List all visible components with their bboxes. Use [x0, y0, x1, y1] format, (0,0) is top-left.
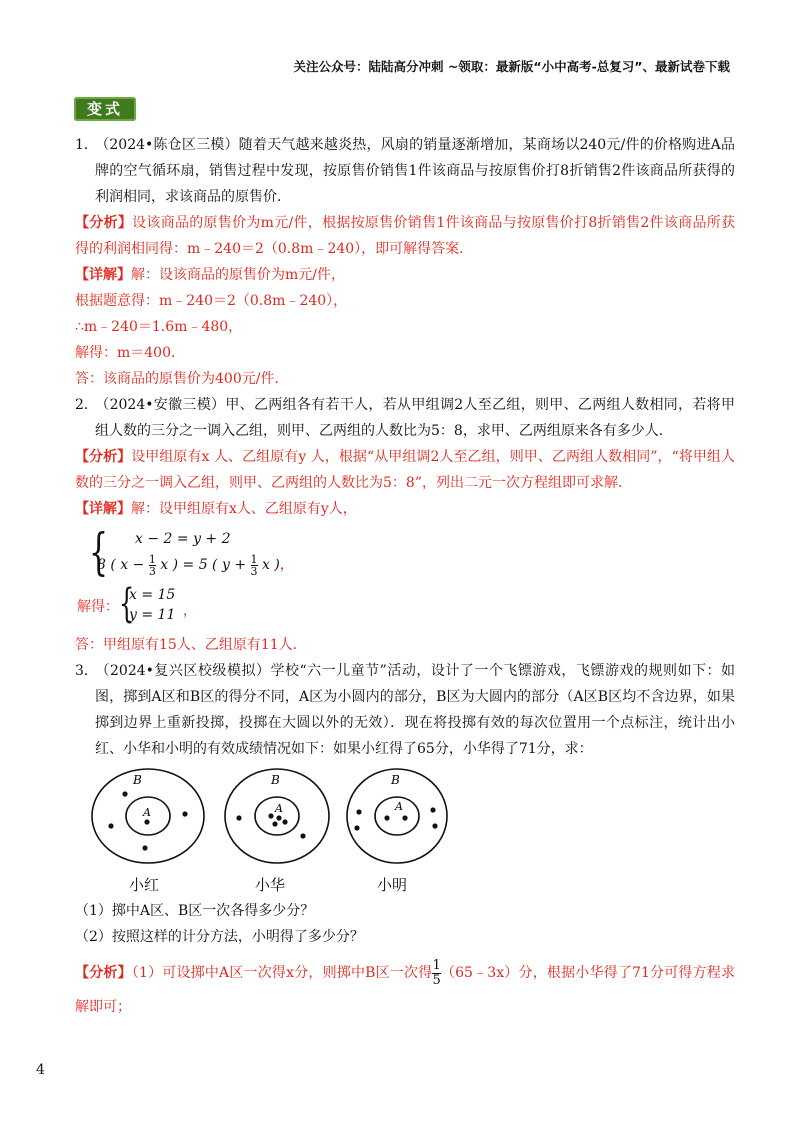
- sub-question-1: （1）掷中A区、B区一次各得多少分？: [75, 903, 315, 919]
- dart-dot: [354, 825, 359, 830]
- dart-dot: [144, 819, 149, 824]
- question-number: 1．: [75, 137, 98, 153]
- fraction: [432, 959, 440, 988]
- detail-1-line-2: ∴m﹣240＝1.6m﹣480，: [75, 319, 243, 335]
- question-2: [75, 392, 735, 444]
- fraction: [149, 554, 156, 577]
- dart-dot: [282, 819, 287, 824]
- zone-a-label: A: [395, 800, 403, 813]
- dart-dot: [402, 815, 407, 820]
- analysis-text: （1）可设掷中A区一次得x分，则掷中B区一次得: [131, 965, 433, 981]
- dart-dot: [236, 815, 241, 820]
- analysis-text: 设甲组原有x 人、乙组原有y 人，根据“从甲组调2人至乙组，则甲、乙两组人数相同”，“将甲组人数的三分之一调入乙组，则甲、乙两组的人数比为5：8”，列出二元一次方程组即可求解．: [75, 449, 735, 491]
- solve-label: 解得：: [77, 599, 119, 615]
- section-badge: 变式: [74, 97, 136, 121]
- answer-2: 答：甲组原有15人、乙组原有11人．: [75, 637, 307, 653]
- fraction-denominator: 3: [148, 564, 156, 578]
- fraction: [251, 554, 258, 577]
- figure-label: 小明: [377, 876, 408, 894]
- brace-symbol: {: [89, 523, 109, 581]
- dartboard-xiaoming: [345, 766, 451, 894]
- dart-dot: [268, 813, 273, 818]
- figure-label: 小红: [129, 876, 160, 894]
- equation-1: x − 2 = y + 2: [135, 531, 231, 547]
- page-content: [75, 132, 735, 1024]
- question-text: （2024•安徽三模）甲、乙两组各有若干人，若从甲组调2人至乙组，则甲、乙两组人数相同，若将甲组人数的三分之一调入乙组，则甲、乙两组的人数比为5：8，求甲、乙两组原来各有多少人．: [95, 397, 735, 439]
- dartboard-xiaohong: [89, 766, 207, 894]
- equation-part: x ): [261, 557, 280, 573]
- dart-dot: [272, 821, 277, 826]
- fraction-denominator: 5: [432, 972, 441, 988]
- solution-x: x = 15: [129, 587, 176, 603]
- dart-dot: [356, 809, 361, 814]
- analysis-text: 设该商品的原售价为m元/件，根据按原售价销售1件该商品与按原售价打8折销售2件该商品所获得的利润相同得：m﹣240＝2（0.8m﹣240），即可解得答案．: [75, 215, 736, 257]
- page-header: 关注公众号：陆陆高分冲刺 ~领取：最新版“小中高考-总复习”、最新试卷下载: [293, 59, 730, 74]
- sub-question-2: （2）按照这样的计分方法，小明得了多少分？: [75, 929, 364, 945]
- solution-y: y = 11: [129, 607, 176, 623]
- dart-dot: [122, 791, 127, 796]
- equation-part: x ) = 5 ( y +: [160, 557, 247, 573]
- detail-tag: 【详解】: [75, 267, 131, 283]
- zone-b-label: B: [271, 773, 280, 787]
- dart-dot: [108, 823, 113, 828]
- equation-part: 8 ( x −: [97, 557, 145, 573]
- page-number: 4: [36, 1062, 45, 1078]
- zone-b-label: B: [391, 773, 400, 787]
- question-text: （2024•复兴区校级模拟）学校“六一儿童节”活动，设计了一个飞镖游戏，飞镖游戏的规则如下：如图，掷到A区和B区的得分不同，A区为小圆内的部分，B区为大圆内的部分（A区B区均不含边界，如果掷到边界上重新投掷，投掷在大圆以外的无效）．现在将投掷有效的每次位置用一个点标注，统计出小红、小华和小明的有效成绩情况如下：如果小红得了65分，小华得了71分，求：: [95, 663, 735, 757]
- zone-a-label: A: [143, 806, 151, 819]
- dart-dot: [300, 833, 305, 838]
- question-1: [75, 132, 735, 210]
- dart-dot: [384, 815, 389, 820]
- analysis-tag: 【分析】: [75, 215, 133, 231]
- dart-dot: [182, 811, 187, 816]
- dart-dot: [142, 845, 147, 850]
- question-text: （2024•陈仓区三模）随着天气越来越炎热，风扇的销量逐渐增加，某商场以240元/件的价格购进A品牌的空气循环扇，销售过程中发现，按原售价销售1件该商品与按原售价打8折销售2件该商品所获得的利润相同，求该商品的原售价．: [95, 137, 735, 205]
- question-3: [75, 658, 735, 762]
- analysis-3: [75, 956, 735, 1024]
- detail-1-line-1: 根据题意得：m﹣240＝2（0.8m﹣240），: [75, 293, 348, 309]
- equation-system: [75, 524, 735, 582]
- detail-1-line-3: 解得：m＝400．: [75, 345, 185, 361]
- comma: ，: [183, 603, 197, 619]
- dartboard-xiaoming-svg: [345, 766, 451, 870]
- analysis-2: [75, 444, 735, 496]
- dart-dot: [432, 823, 437, 828]
- analysis-text: （65﹣3x）分，根据小华得了71分可得方程求解即可；: [75, 965, 736, 1015]
- figure-label: 小华: [255, 876, 286, 894]
- brace-symbol: {: [119, 581, 135, 627]
- question-number: 2．: [75, 397, 98, 413]
- detail-2: [75, 496, 735, 522]
- dartboard-xiaohong-svg: [89, 766, 207, 870]
- zone-a-label: A: [275, 802, 283, 815]
- solution-system: [75, 581, 735, 628]
- dart-dot: [276, 815, 281, 820]
- analysis-1: [75, 210, 735, 262]
- detail-1-line-0: [75, 262, 735, 288]
- dart-figures: [75, 766, 735, 896]
- detail-text: 解：设甲组原有x人、乙组原有y人，: [131, 501, 357, 517]
- detail-line: 解：设该商品的原售价为m元/件，: [131, 267, 345, 283]
- analysis-tag: 【分析】: [75, 449, 132, 465]
- fraction-numerator: 1: [250, 552, 258, 566]
- analysis-tag: 【分析】: [75, 965, 132, 981]
- question-number: 3．: [75, 663, 98, 679]
- dartboard-xiaohua-svg: [223, 766, 331, 870]
- detail-1-line-4: 答：该商品的原售价为400元/件．: [75, 371, 289, 387]
- dartboard-xiaohua: [223, 766, 331, 894]
- zone-b-label: B: [133, 773, 142, 787]
- fraction-denominator: 3: [250, 564, 258, 578]
- fraction-numerator: 1: [148, 552, 156, 566]
- fraction-numerator: 1: [432, 957, 441, 973]
- dart-dot: [430, 807, 435, 812]
- equation-2: 8 ( x − $\frac{1}{3}$ x ) = 5 ( y + $\frac{1}{3}$ x )，: [97, 552, 294, 578]
- detail-tag: 【详解】: [75, 501, 131, 517]
